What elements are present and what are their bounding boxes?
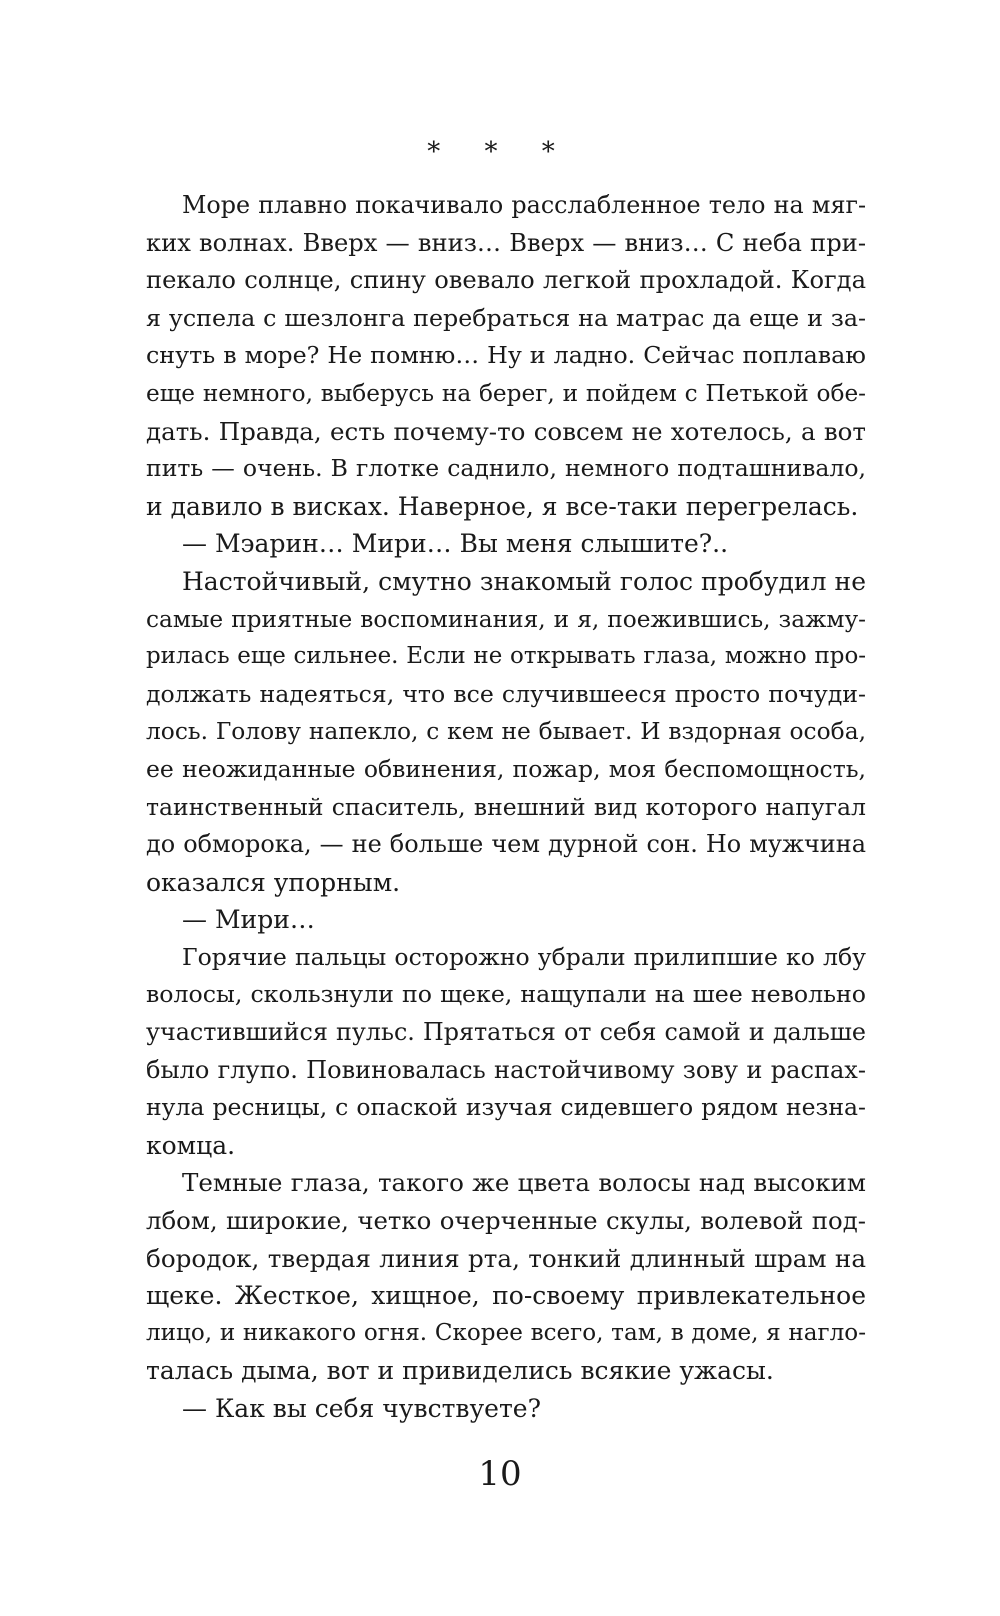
dialogue-line: — Мири…: [182, 905, 315, 935]
text-line: участившийся пульс. Прятаться от себя самой и дальше: [146, 1018, 866, 1047]
text-line: комца.: [146, 1130, 236, 1160]
text-line: бородок, твердая линия рта, тонкий длинный шрам на: [146, 1243, 866, 1273]
text-line: должать надеяться, что все случившееся просто почуди-: [146, 679, 866, 708]
text-line: Настойчивый, смутно знакомый голос пробудил не: [182, 566, 866, 596]
text-line: до обморока, — не больше чем дурной сон. Но мужчина: [146, 830, 866, 859]
text-line: щеке. Жесткое, хищное, по-своему привлекательное: [146, 1281, 866, 1311]
text-line: самые приятные воспоминания, и я, поежившись, зажму-: [146, 605, 866, 633]
text-line: снуть в море? Не помню… Ну и ладно. Сейчас поплаваю: [146, 341, 866, 370]
text-line: еще немного, выберусь на берег, и пойдем с Петькой обе-: [146, 379, 866, 407]
text-line: лось. Голову напекло, с кем не бывает. И вздорная особа,: [146, 718, 866, 746]
text-line: таинственный спаситель, внешний вид которого напугал: [146, 792, 866, 821]
text-line: ее неожиданные обвинения, пожар, моя беспомощность,: [146, 754, 866, 783]
text-line: лбом, широкие, четко очерченные скулы, волевой под-: [146, 1206, 866, 1236]
text-line: талась дыма, вот и привиделись всякие ужасы.: [146, 1356, 774, 1386]
text-line: и давило в висках. Наверное, я все-таки перегрелась.: [146, 491, 859, 521]
text-line: было глупо. Повиновалась настойчивому зову и распах-: [146, 1055, 866, 1084]
body-text: [146, 187, 866, 1428]
text-line: волосы, скользнули по щеке, нащупали на шее невольно: [146, 980, 866, 1009]
text-line: пекало солнце, спину овевало легкой прохладой. Когда: [146, 266, 866, 295]
text-line: нула ресницы, с опаской изучая сидевшего рядом незна-: [146, 1093, 866, 1122]
text-line: лицо, и никакого огня. Скорее всего, там, в доме, я нагло-: [146, 1319, 866, 1346]
dialogue-line: — Мэарин… Мири… Вы меня слышите?..: [182, 529, 729, 559]
page-number: 10: [478, 1454, 522, 1494]
text-line: Море плавно покачивало расслабленное тело на мяг-: [182, 191, 866, 219]
text-line: пить — очень. В глотке саднило, немного подташнивало,: [146, 454, 866, 483]
text-line: Горячие пальцы осторожно убрали прилипшие ко лбу: [182, 942, 866, 971]
text-line: рилась еще сильнее. Если не открывать глаза, можно про-: [146, 643, 866, 670]
text-line: оказался упорным.: [146, 867, 401, 897]
text-line: Темные глаза, такого же цвета волосы над высоким: [182, 1168, 866, 1198]
text-line: дать. Правда, есть почему-то совсем не хотелось, а вот: [146, 416, 866, 446]
text-line: я успела с шезлонга перебраться на матрас да еще и за-: [146, 303, 866, 332]
text-line: ких волнах. Вверх — вниз… Вверх — вниз… С неба при-: [146, 228, 866, 257]
dialogue-line: — Как вы себя чувствуете?: [182, 1394, 542, 1423]
section-separator: * * *: [427, 137, 573, 167]
